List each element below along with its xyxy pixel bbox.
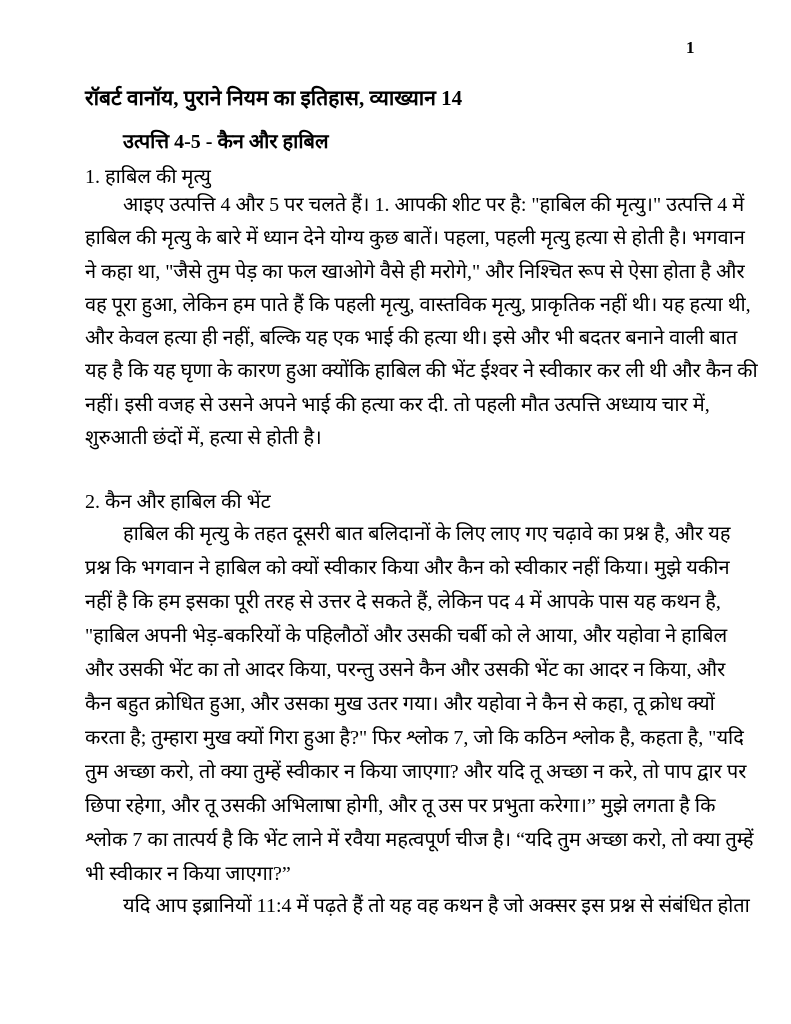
paragraph-line: छिपा रहेगा, और तू उसकी अभिलाषा होगी, और तू उस पर प्रभुता करेगा।” मुझे लगता है कि	[85, 795, 716, 817]
paragraph-line: प्रश्न कि भगवान ने हाबिल को क्यों स्वीकार किया और कैन को स्वीकार नहीं किया। मुझे यकीन	[85, 557, 730, 579]
paragraph-line: आइए उत्पत्ति 4 और 5 पर चलते हैं। 1. आपकी शीट पर है: "हाबिल की मृत्यु।" उत्पत्ति 4 में	[123, 194, 745, 216]
section1-heading: 1. हाबिल की मृत्यु	[85, 166, 211, 188]
paragraph-line: हाबिल की मृत्यु के बारे में ध्यान देने योग्य कुछ बातें। पहला, पहली मृत्यु हत्या से होती है। भगवान	[85, 227, 745, 250]
paragraph-line: नहीं है कि हम इसका पूरी तरह से उत्तर दे सकते हैं, लेकिन पद 4 में आपके पास यह कथन है,	[85, 591, 721, 613]
paragraph-line: करता है; तुम्हारा मुख क्यों गिरा हुआ है?" फिर श्लोक 7, जो कि कठिन श्लोक है, कहता है, "यदि	[85, 727, 744, 749]
paragraph-line: हाबिल की मृत्यु के तहत दूसरी बात बलिदानों के लिए लाए गए चढ़ावे का प्रश्न है, और यह	[123, 523, 731, 545]
doc-subtitle: उत्पत्ति 4-5 - कैन और हाबिल	[123, 131, 329, 153]
section2-paragraph	[85, 517, 754, 891]
paragraph-line: कैन बहुत क्रोधित हुआ, और उसका मुख उतर गया। और यहोवा ने कैन से कहा, तू क्रोध क्यों	[85, 693, 715, 715]
paragraph-line: और उसकी भेंट का तो आदर किया, परन्तु उसने कैन और उसकी भेंट का आदर न किया, और	[85, 659, 726, 681]
paragraph-line: वह पूरा हुआ, लेकिन हम पाते हैं कि पहली मृत्यु, वास्तविक मृत्यु, प्राकृतिक नहीं थी। यह हत्या थी,	[85, 293, 751, 316]
paragraph-line: नहीं। इसी वजह से उसने अपने भाई की हत्या कर दी. तो पहली मौत उत्पत्ति अध्याय चार में,	[85, 393, 710, 416]
paragraph-line: यदि आप इब्रानियों 11:4 में पढ़ते हैं तो यह वह कथन है जो अक्सर इस प्रश्न से संबंधित होता	[123, 895, 750, 917]
paragraph-line: तुम अच्छा करो, तो क्या तुम्हें स्वीकार न किया जाएगा? और यदि तू अच्छा न करे, तो पाप द्वार पर	[85, 761, 747, 783]
page-number: 1	[686, 38, 695, 57]
paragraph-line: श्लोक 7 का तात्पर्य है कि भेंट लाने में रवैया महत्वपूर्ण चीज है। “यदि तुम अच्छा करो, तो क्या तुम्हें	[85, 829, 754, 851]
paragraph-line: यह है कि यह घृणा के कारण हुआ क्योंकि हाबिल की भेंट ईश्वर ने स्वीकार कर ली थी और कैन की	[85, 360, 758, 383]
paragraph-line: और केवल हत्या ही नहीं, बल्कि यह एक भाई की हत्या थी। इसे और भी बदतर बनाने वाली बात	[85, 327, 738, 350]
paragraph-line: ने कहा था, "जैसे तुम पेड़ का फल खाओगे वैसे ही मरोगे," और निश्चित रूप से ऐसा होता है और	[85, 260, 745, 283]
paragraph-line: "हाबिल अपनी भेड़-बकरियों के पहिलौठों और उसकी चर्बी को ले आया, और यहोवा ने हाबिल	[85, 625, 728, 647]
section2-heading: 2. कैन और हाबिल की भेंट	[85, 491, 271, 513]
section1-paragraph	[85, 189, 758, 455]
doc-title: रॉबर्ट वानॉय, पुराने नियम का इतिहास, व्याख्यान 14	[85, 86, 463, 110]
paragraph-line: शुरुआती छंदों में, हत्या से होती है।	[85, 427, 322, 450]
closing-paragraph	[85, 890, 750, 923]
paragraph-line: भी स्वीकार न किया जाएगा?”	[85, 863, 291, 885]
